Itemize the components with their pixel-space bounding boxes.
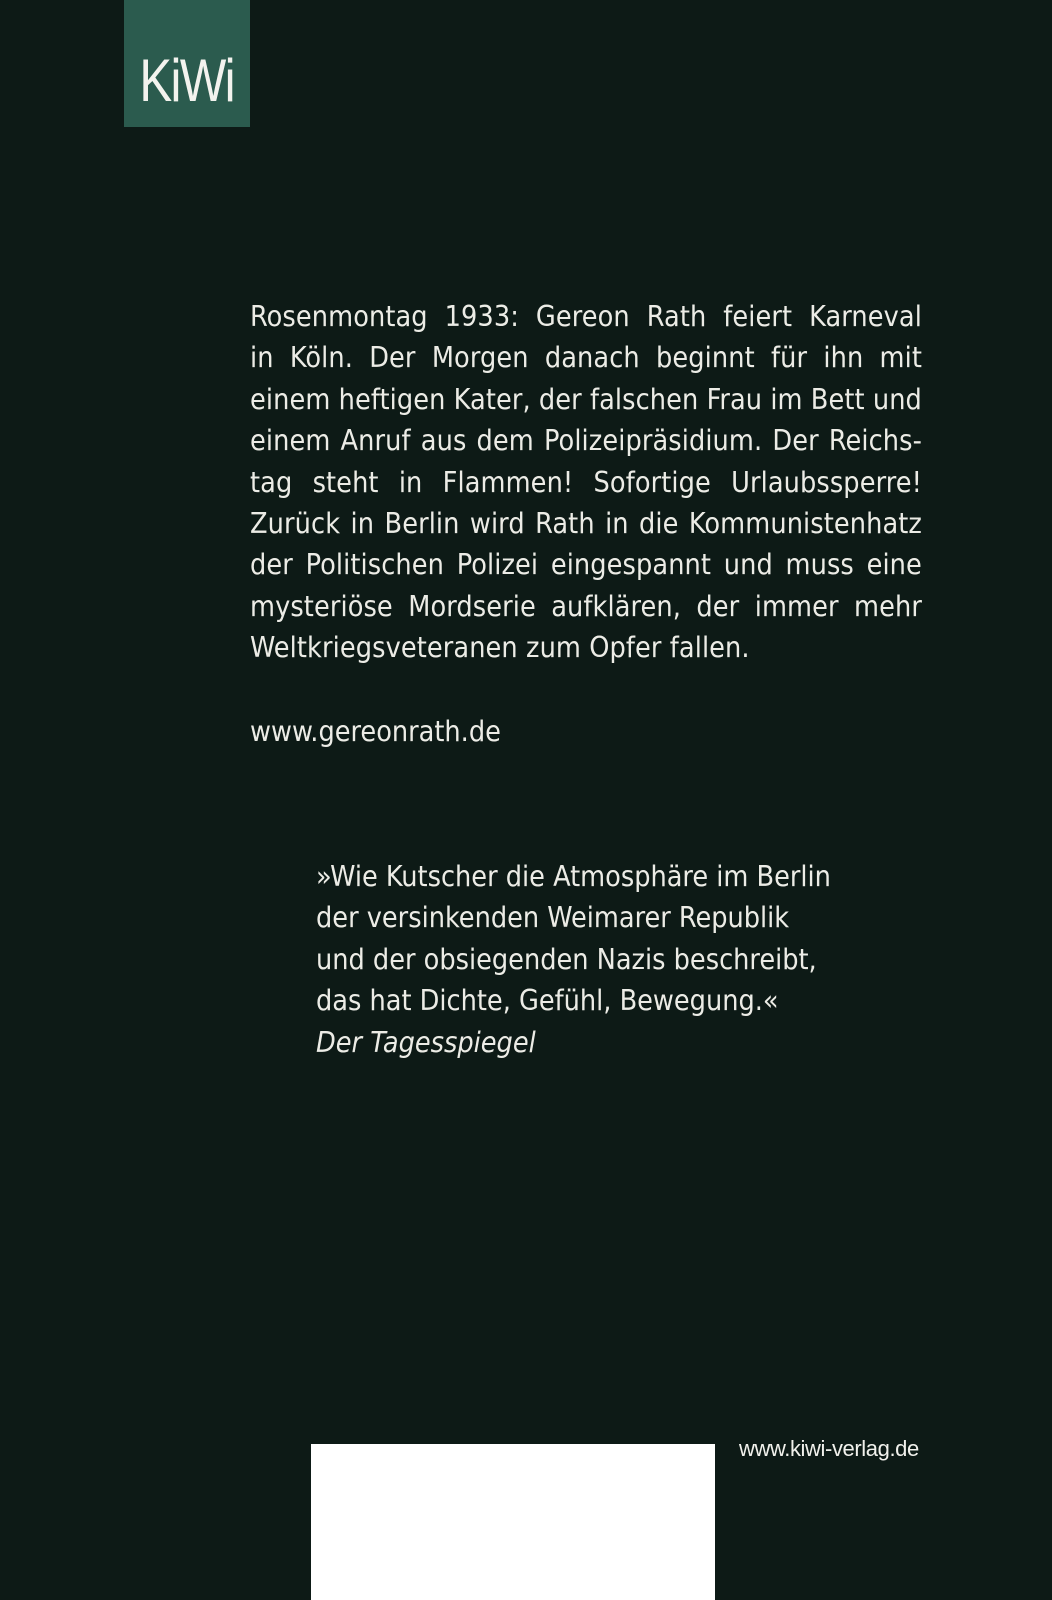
- blurb-line: [250, 627, 922, 668]
- blurb-word: für: [771, 341, 808, 375]
- blurb-word: einem: [250, 424, 331, 458]
- blurb-word: Flammen!: [442, 465, 574, 499]
- blurb-word: immer: [754, 589, 839, 623]
- blurb-word: Bett: [810, 382, 865, 416]
- blurb-word: im: [770, 382, 803, 416]
- blurb-word: einem: [250, 382, 331, 416]
- blurb-word: Der: [369, 341, 416, 375]
- author-website: www.gereonrath.de: [250, 715, 501, 748]
- blurb-word: Rosenmontag: [250, 300, 428, 333]
- barcode-area: [311, 1444, 715, 1600]
- blurb-word: Morgen: [431, 341, 529, 375]
- blurb-word: mit: [879, 341, 922, 375]
- blurb-word: Frau: [706, 382, 763, 416]
- blurb-word: mehr: [854, 589, 922, 623]
- blurb-word: eingespannt: [550, 548, 712, 582]
- logo-text: KiWi: [139, 47, 235, 114]
- blurb-word: ihn: [823, 341, 864, 375]
- blurb-word: aus: [420, 424, 467, 458]
- blurb-word: danach: [544, 341, 640, 375]
- blurb-line: [250, 586, 922, 627]
- blurb-word: Rath: [535, 507, 595, 541]
- blurb-line: [250, 379, 922, 420]
- blurb-word: Rath: [646, 300, 707, 333]
- blurb-word: mysteriöse: [250, 589, 393, 623]
- blurb-line: [250, 503, 922, 544]
- blurb-word: Weltkriegsveteranen zum Opfer fallen.: [250, 631, 750, 665]
- blurb-word: Sofortige: [593, 465, 711, 499]
- blurb-word: in: [350, 507, 375, 541]
- quote-source: Der Tagesspiegel: [316, 1025, 536, 1059]
- blurb-word: Urlaubssperre!: [731, 465, 922, 499]
- blurb-word: und: [872, 382, 922, 416]
- blurb-word: feiert: [723, 300, 793, 333]
- blurb-word: Mordserie: [408, 589, 536, 623]
- blurb-word: Kater,: [453, 382, 531, 416]
- blurb-word: muss: [785, 548, 854, 582]
- blurb-word: in: [605, 507, 629, 541]
- blurb-word: dem: [476, 424, 534, 458]
- blurb-line: [250, 337, 922, 378]
- press-quote: [316, 856, 876, 1063]
- quote-line: der versinkenden Weimarer Republik: [316, 901, 790, 935]
- blurb-word: Gereon: [535, 300, 630, 333]
- quote-line: und der obsiegenden Nazis beschreibt,: [316, 942, 817, 976]
- blurb-line: [250, 420, 922, 461]
- blurb-line: [250, 296, 922, 337]
- blurb-word: Karneval: [809, 300, 922, 333]
- blurb-word: Berlin: [384, 507, 460, 541]
- blurb-word: heftigen: [338, 382, 446, 416]
- quote-line: »Wie Kutscher die Atmosphäre im Berlin: [316, 860, 831, 893]
- blurb-word: Anruf: [340, 424, 411, 458]
- blurb-word: der: [538, 382, 582, 416]
- blurb-line: [250, 462, 922, 503]
- blurb-text: [250, 296, 922, 669]
- blurb-word: die: [639, 507, 679, 541]
- kiwi-logo: [124, 0, 250, 127]
- blurb-word: Polizei: [456, 548, 539, 582]
- blurb-word: wird: [469, 507, 525, 541]
- blurb-word: beginnt: [656, 341, 755, 375]
- blurb-word: steht: [312, 465, 379, 499]
- blurb-word: eine: [866, 548, 922, 582]
- blurb-word: Polizeipräsidium.: [544, 424, 763, 458]
- blurb-line: [250, 544, 922, 585]
- blurb-word: Kommunistenhatz: [688, 507, 922, 541]
- publisher-url: www.kiwi-verlag.de: [739, 1436, 919, 1461]
- blurb-word: Politischen: [305, 548, 444, 582]
- blurb-word: 1933:: [444, 300, 519, 333]
- blurb-word: Köln.: [289, 341, 353, 375]
- blurb-word: Der: [772, 424, 819, 458]
- blurb-word: Zurück: [250, 507, 341, 541]
- blurb-word: der: [696, 589, 740, 623]
- blurb-word: aufklären,: [551, 589, 682, 623]
- quote-line: das hat Dichte, Gefühl, Bewegung.«: [316, 984, 779, 1018]
- blurb-word: in: [250, 341, 274, 375]
- blurb-word: falschen: [589, 382, 699, 416]
- blurb-word: und: [723, 548, 773, 582]
- blurb-word: der: [250, 548, 293, 582]
- blurb-word: Reichs-: [828, 424, 922, 458]
- blurb-word: tag: [250, 465, 293, 499]
- blurb-word: in: [398, 465, 423, 499]
